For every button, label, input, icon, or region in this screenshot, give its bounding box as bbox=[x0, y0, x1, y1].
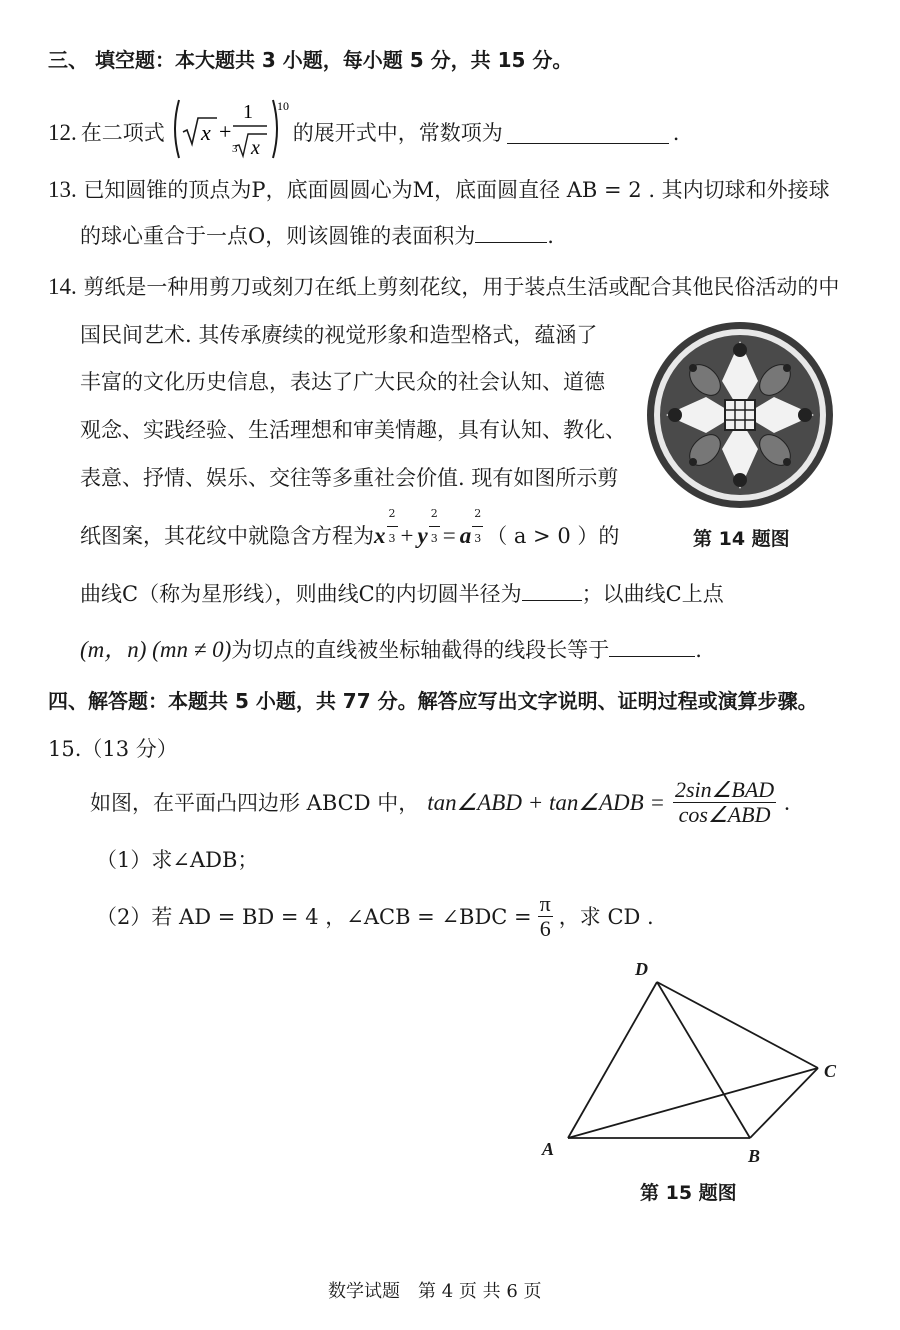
equation-left: tan∠ABD + tan∠ADB = bbox=[427, 789, 665, 815]
cbrt-x: x bbox=[250, 137, 260, 159]
question-text-line: 已知圆锥的顶点为P，底面圆圆心为M，底面圆直径 AB = 2 . 其内切球和外接球 bbox=[83, 178, 830, 202]
answer-blank-2 bbox=[609, 636, 695, 657]
vertex-label-A: A bbox=[542, 1139, 555, 1159]
question-14-line4: 观念、实践经验、生活理想和审美情趣，具有认知、教化、 bbox=[80, 418, 626, 442]
question-14: 14. 剪纸是一种用剪刀或刻刀在纸上剪刻花纹，用于装点生活或配合其他民俗活动的中 bbox=[48, 274, 840, 299]
question-14-line6: 纸图案，其花纹中就隐含方程为 x $\frac{2}{3}$ + y $\frac{2}{3}$ = a $\frac{2}{3}$ （ a > 0 ） 的 bbox=[80, 520, 619, 551]
page-footer: 数学试题 第 4 页 共 6 页 bbox=[328, 1281, 542, 1302]
svg-text:+: + bbox=[218, 119, 232, 144]
question-13-line2: 的球心重合于一点O，则该圆锥的表面积为 . bbox=[80, 224, 554, 248]
question-12: 12. 在二项式 x + 1 3 x 10 的展开式中，常数项为 . bbox=[48, 104, 679, 162]
question-14-line5: 表意、抒情、娱乐、交往等多重社会价值. 现有如图所示剪 bbox=[80, 466, 619, 490]
sqrt-x: x bbox=[200, 120, 211, 145]
fraction-numerator: 1 bbox=[242, 101, 253, 123]
answer-blank-1 bbox=[522, 580, 582, 601]
equation-fraction: $\frac{\text{2sin∠BAD}}{\text{cos∠ABD}}$ bbox=[674, 777, 775, 827]
diagonal-DB bbox=[657, 982, 750, 1138]
question-15-statement: 如图，在平面凸四边形 ABCD 中， tan∠ABD + tan∠ADB = $\frac{\text{2sin∠BAD}}{\text{cos∠ABD}}$ . bbox=[90, 777, 790, 827]
equation-y: y bbox=[417, 522, 428, 548]
question-15-number: 15.（13 分） bbox=[48, 737, 178, 761]
edge-DC bbox=[657, 982, 818, 1068]
question-15-part2: （2）若 AD = BD = 4 ，∠ACB = ∠BDC = $\frac{\pi}{6}$ ，求 CD . bbox=[96, 891, 654, 941]
question-14-line3: 丰富的文化历史信息，表达了广大民众的社会认知、道德 bbox=[80, 370, 605, 394]
figure-14-caption: 第 14 题图 bbox=[693, 528, 790, 550]
vertex-label-C: C bbox=[824, 1061, 837, 1081]
answer-blank bbox=[507, 123, 669, 144]
equation-a: a bbox=[459, 522, 472, 548]
section-heading-fill-in: 三、 填空题：本大题共 3 小题，每小题 5 分，共 15 分。 bbox=[48, 48, 573, 72]
equation-x: x bbox=[374, 522, 386, 548]
question-14-line2: 国民间艺术. 其传承赓续的视觉形象和造型格式，蕴涵了 bbox=[80, 323, 598, 347]
exponent-fraction: $\frac{2}{3}$ bbox=[472, 502, 483, 551]
vertex-label-B: B bbox=[748, 1146, 761, 1166]
edge-CB bbox=[750, 1068, 818, 1138]
question-14-line7: 曲线C（称为星形线），则曲线C的内切圆半径为 ；以曲线C上点 bbox=[80, 582, 724, 606]
question-text: 在二项式 bbox=[80, 121, 165, 145]
question-14-line8: (m，n) (mn ≠ 0)为切点的直线被坐标轴截得的线段长等于 . bbox=[80, 637, 702, 662]
question-number: 14. bbox=[48, 274, 77, 299]
exponent-fraction: $\frac{2}{3}$ bbox=[429, 502, 440, 551]
exponent-fraction: $\frac{2}{3}$ bbox=[387, 502, 398, 551]
question-13 bbox=[48, 178, 830, 202]
cube-root-index: 3 bbox=[231, 143, 238, 155]
pi-over-six: $\frac{\pi}{6}$ bbox=[539, 891, 551, 941]
diagonal-AC bbox=[568, 1068, 818, 1138]
paper-cut-figure bbox=[645, 320, 835, 510]
question-15-part1: （1）求∠ADB； bbox=[96, 848, 259, 872]
section-heading-solutions: 四、解答题：本题共 5 小题，共 77 分。解答应写出文字说明、证明过程或演算步骤。 bbox=[48, 689, 818, 713]
question-number: 12. bbox=[48, 120, 77, 145]
binomial-expression bbox=[169, 96, 289, 162]
question-number: 13. bbox=[48, 177, 77, 202]
question-text-suffix: 的展开式中，常数项为 bbox=[292, 121, 503, 145]
vertex-label-D: D bbox=[635, 959, 648, 979]
edge-AD bbox=[568, 982, 657, 1138]
exponent: 10 bbox=[276, 99, 289, 113]
quadrilateral-figure bbox=[530, 955, 870, 1170]
figure-15-caption: 第 15 题图 bbox=[640, 1182, 737, 1204]
answer-blank bbox=[475, 222, 547, 243]
